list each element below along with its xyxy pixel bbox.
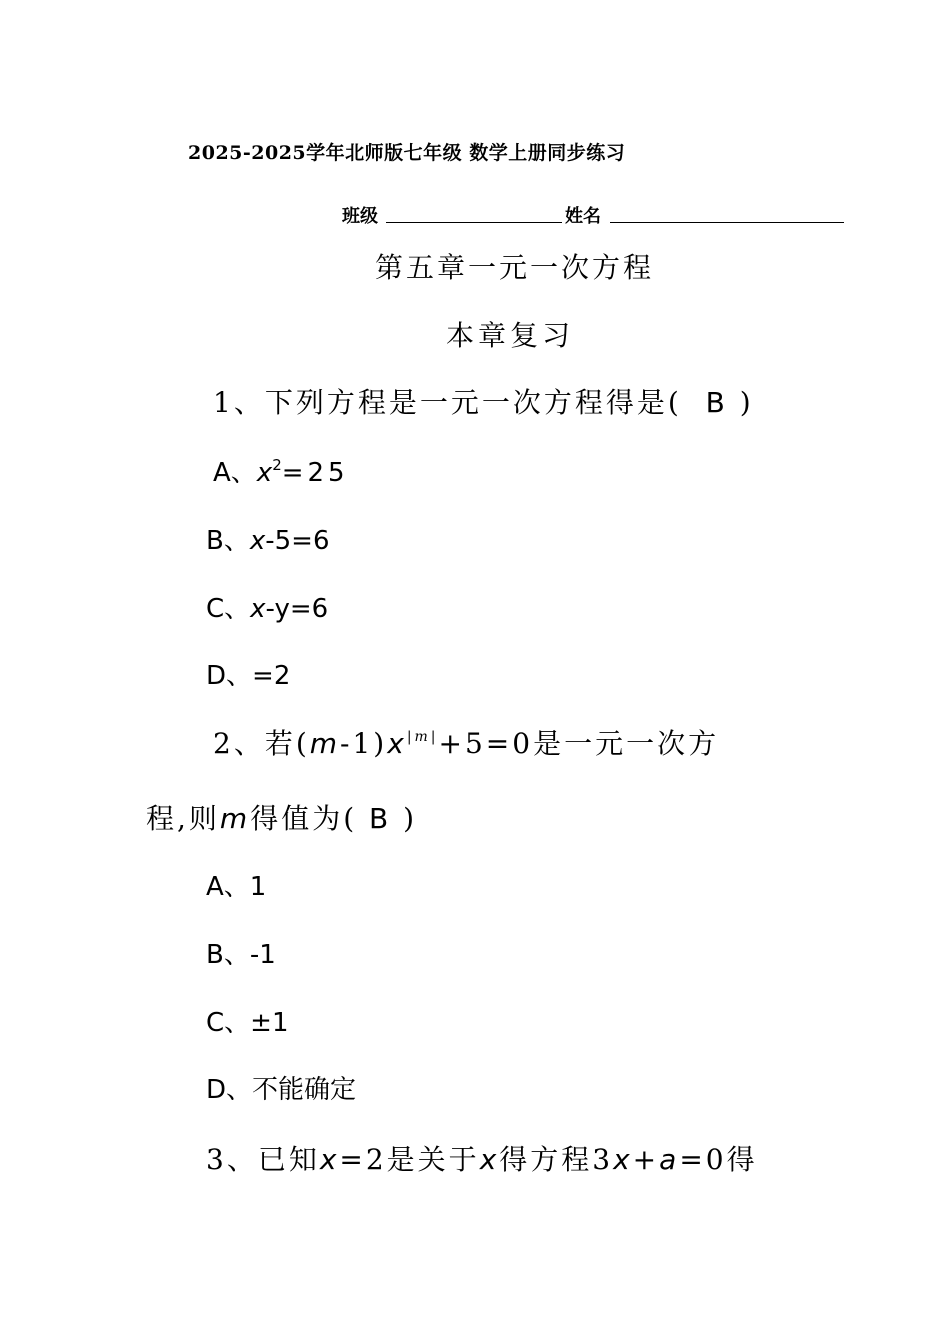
question-3-stem: 3、已知x=2是关于x得方程3x+a=0得 — [206, 1143, 758, 1176]
question-1-option-c: C、x-y=6 — [206, 594, 329, 624]
name-label: 姓名 — [565, 206, 601, 227]
class-label: 班级 — [342, 206, 378, 227]
question-2-option-d: D、不能确定 — [206, 1075, 357, 1105]
chapter-subtitle: 本章复习 — [446, 319, 575, 352]
question-2-option-b: B、-1 — [206, 940, 276, 970]
chapter-title: 第五章一元一次方程 — [375, 251, 655, 284]
question-1-stem: 1、下列方程是一元一次方程得是( B ) — [213, 386, 754, 419]
question-1-answer: B — [705, 386, 728, 419]
question-2-stem-line-2: 程,则m得值为( B ) — [146, 802, 418, 835]
question-1-option-d: D、=2 — [206, 661, 291, 691]
question-1-option-a: A、$x^2=25$ — [213, 456, 349, 488]
worksheet-header: 2025-2025学年北师版七年级 数学上册同步练习 — [188, 142, 626, 164]
name-blank-line — [610, 222, 844, 223]
question-2-answer: B — [369, 802, 392, 835]
question-2-stem-line-1: 2、若$(m-1)x^{|m|}+5=0$是一元一次方 — [213, 727, 720, 760]
question-1-option-b: B、x-5=6 — [206, 526, 330, 556]
question-2-option-a: A、1 — [206, 872, 267, 902]
question-2-option-c: C、±1 — [206, 1008, 289, 1038]
class-blank-line — [386, 222, 562, 223]
